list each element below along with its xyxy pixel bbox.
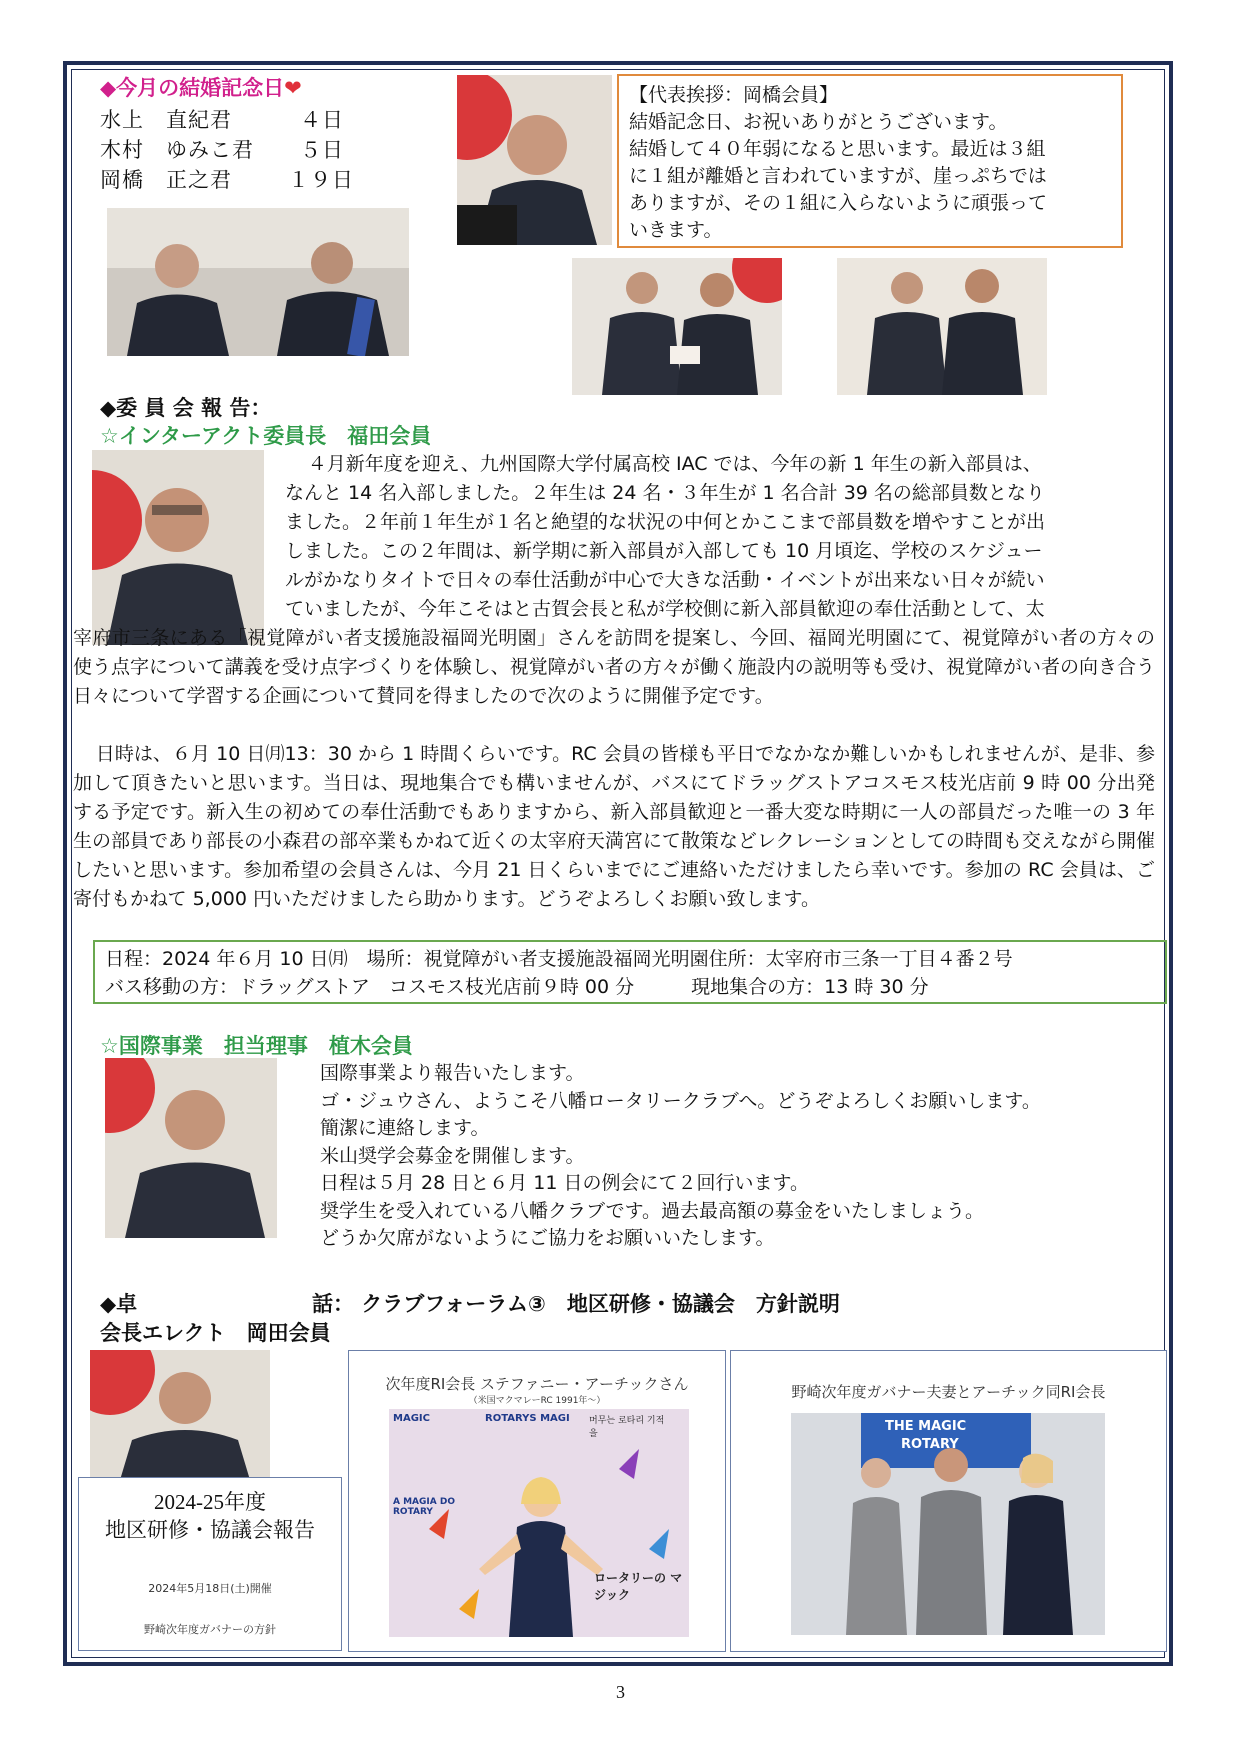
greeting-line: に１組が離婚と言われていますが、崖っぷちでは (629, 165, 1047, 187)
committee-heading: ◆委 員 会 報 告： (100, 396, 272, 420)
banner-rotarys-magi: ROTARYS MAGI (485, 1413, 570, 1424)
report-title-year: 2024-25年度 (154, 1490, 266, 1514)
greeting-line: いきます。 (629, 219, 723, 241)
heart-icon: ❤ (284, 76, 302, 100)
greeting-line: 結婚記念日、お祝いありがとうございます。 (629, 111, 1008, 133)
report-date: 2024年5月18日(土)開催 (148, 1582, 272, 1595)
gift-photo (572, 258, 782, 395)
speech-speaker-photo (90, 1350, 270, 1480)
slide2-title: 野崎次年度ガバナー夫妻とアーチック同RI会長 (791, 1383, 1106, 1401)
schedule-line: 日程：2024 年６月 10 日㈪ 場所：視覚障がい者支援施設福岡光明園住所：太宰府市三条一丁目４番２号 (105, 948, 1013, 970)
international-line: どうか欠席がないようにご協力をお願いいたします。 (320, 1227, 775, 1249)
international-line: ゴ・ジュウさん、ようこそ八幡ロータリークラブへ。どうぞよろしくお願いします。 (320, 1089, 1041, 1112)
banner-magic: MAGIC (393, 1413, 430, 1424)
slide-ri-president (348, 1350, 726, 1652)
interact-speaker-photo (92, 450, 264, 645)
speech-heading-left: ◆卓 (100, 1292, 138, 1316)
interact-title: ☆インターアクト委員長 福田会員 (100, 424, 432, 448)
anniversary-photo (107, 208, 409, 356)
handshake-photo (837, 258, 1047, 395)
report-cover-box (78, 1477, 342, 1651)
banner-rotary: ROTARY (901, 1437, 959, 1452)
report-title: 地区研修・協議会報告 (105, 1518, 315, 1542)
speech-speaker: 会長エレクト 岡田会員 (100, 1321, 331, 1345)
interact-line: ルがかなりタイトで日々の奉仕活動が中心で大きな活動・イベントが出来ない日々が続い (285, 569, 1045, 591)
banner-portuguese: A MAGIA DO ROTARY (393, 1497, 455, 1517)
ri-president-photo (389, 1409, 689, 1637)
schedule-line: バス移動の方：ドラッグストア コスモス枝光店前９時 00 分 現地集合の方：13 時 30 分 (105, 976, 929, 998)
governor-photo (791, 1413, 1105, 1635)
international-line: 国際事業より報告いたします。 (320, 1062, 585, 1084)
greeting-line: ありますが、その１組に入らないように頑張って (629, 192, 1048, 214)
international-speaker-photo (105, 1058, 277, 1238)
speech-heading-right: 話： クラブフォーラム③ 地区研修・協議会 方針説明 (312, 1292, 840, 1316)
greeting-speaker-photo (457, 75, 612, 245)
page-number: 3 (616, 1682, 625, 1702)
banner-the-magic: THE MAGIC (885, 1419, 967, 1434)
report-subtitle: 野崎次年度ガバナーの方針 (144, 1623, 276, 1636)
international-line: 簡潔に連絡します。 (320, 1117, 490, 1139)
interact-para1-bottom: 宰府市三条にある「視覚障がい者支援施設福岡光明園」さんを訪問を提案し、今回、福岡光明園にて、視覚障がい者の方々の使う点字について講義を受け点字づくりを体験し、視覚障がい者の方々が働く施設内の説明等も受け、視覚障がい者の向き合う日々について学習する企画について賛同を得ましたので次のように開催予定です。 (73, 627, 1155, 707)
interact-line: ました。２年前１年生が１名と絶望的な状況の中何とかここまで部員数を増やすことが出 (285, 511, 1046, 533)
international-line: 日程は５月 28 日と６月 11 日の例会にて２回行います。 (320, 1172, 809, 1194)
greeting-box (617, 74, 1123, 248)
international-line: 米山奨学会募金を開催します。 (320, 1144, 585, 1167)
anniversary-title: ◆今月の結婚記念日❤ (100, 76, 302, 100)
interact-line: しました。この２年間は、新学期に新入部員が入部しても 10 月頃迄、学校のスケジュー (285, 540, 1043, 562)
slide-governor (730, 1350, 1167, 1652)
international-lines (320, 1060, 1041, 1253)
international-title: ☆国際事業 担当理事 植木会員 (100, 1034, 413, 1058)
international-line: 奨学生を受入れている八幡クラブです。過去最高額の募金をいたしましょう。 (320, 1199, 985, 1222)
interact-line: ４月新年度を迎え、九州国際大学付属高校 IAC では、今年の新 1 年生の新入部員は、 (307, 453, 1042, 475)
greeting-heading: 【代表挨拶：岡橋会員】 (629, 84, 839, 106)
schedule-box (93, 940, 1167, 1004)
greeting-line: 結婚して４０年弱になると思います。最近は３組 (629, 138, 1046, 160)
interact-para1-top (285, 450, 1155, 624)
banner-japanese: ロータリーの マジック (594, 1571, 683, 1602)
interact-line: なんと 14 名入部しました。２年生は 24 名・３年生が 1 名合計 39 名の総部員数となり (285, 482, 1045, 504)
banner-korean: 머무는 로타리 기적을 (589, 1416, 665, 1439)
slide1-subtitle: （米国マクマレーRC 1991年～） (468, 1396, 606, 1406)
interact-para2: 日時は、６月 10 日㈪13：30 から 1 時間くらいです。RC 会員の皆様も平日でなかなか難しいかもしれませんが、是非、参加して頂きたいと思います。当日は、現地集合でも構いませんが、バスにてドラッグストアコスモス枝光店前 9 時 00 分出発する予定です。新入生の初めての奉仕活動でもありますから、新入部員歓迎と一番大変な時期に一人の部員だった唯一の 3 年生の部員であり部長の小森君の部卒業もかねて近くの太宰府天満宮にて散策などレクレーションとしての時間も交えながら開催したいと思います。参加希望の会員さんは、今月 21 日くらいまでにご連絡いただけましたら幸いです。参加の RC 会員は、ご寄付もかねて 5,000 円いただけましたら助かります。どうぞよろしくお願い致します。 (73, 743, 1155, 910)
slide1-title: 次年度RI会長 ステファニー・アーチックさん (385, 1375, 689, 1393)
interact-line: ていましたが、今年こそはと古賀会長と私が学校側に新入部員歓迎の奉仕活動として、太 (285, 598, 1045, 620)
